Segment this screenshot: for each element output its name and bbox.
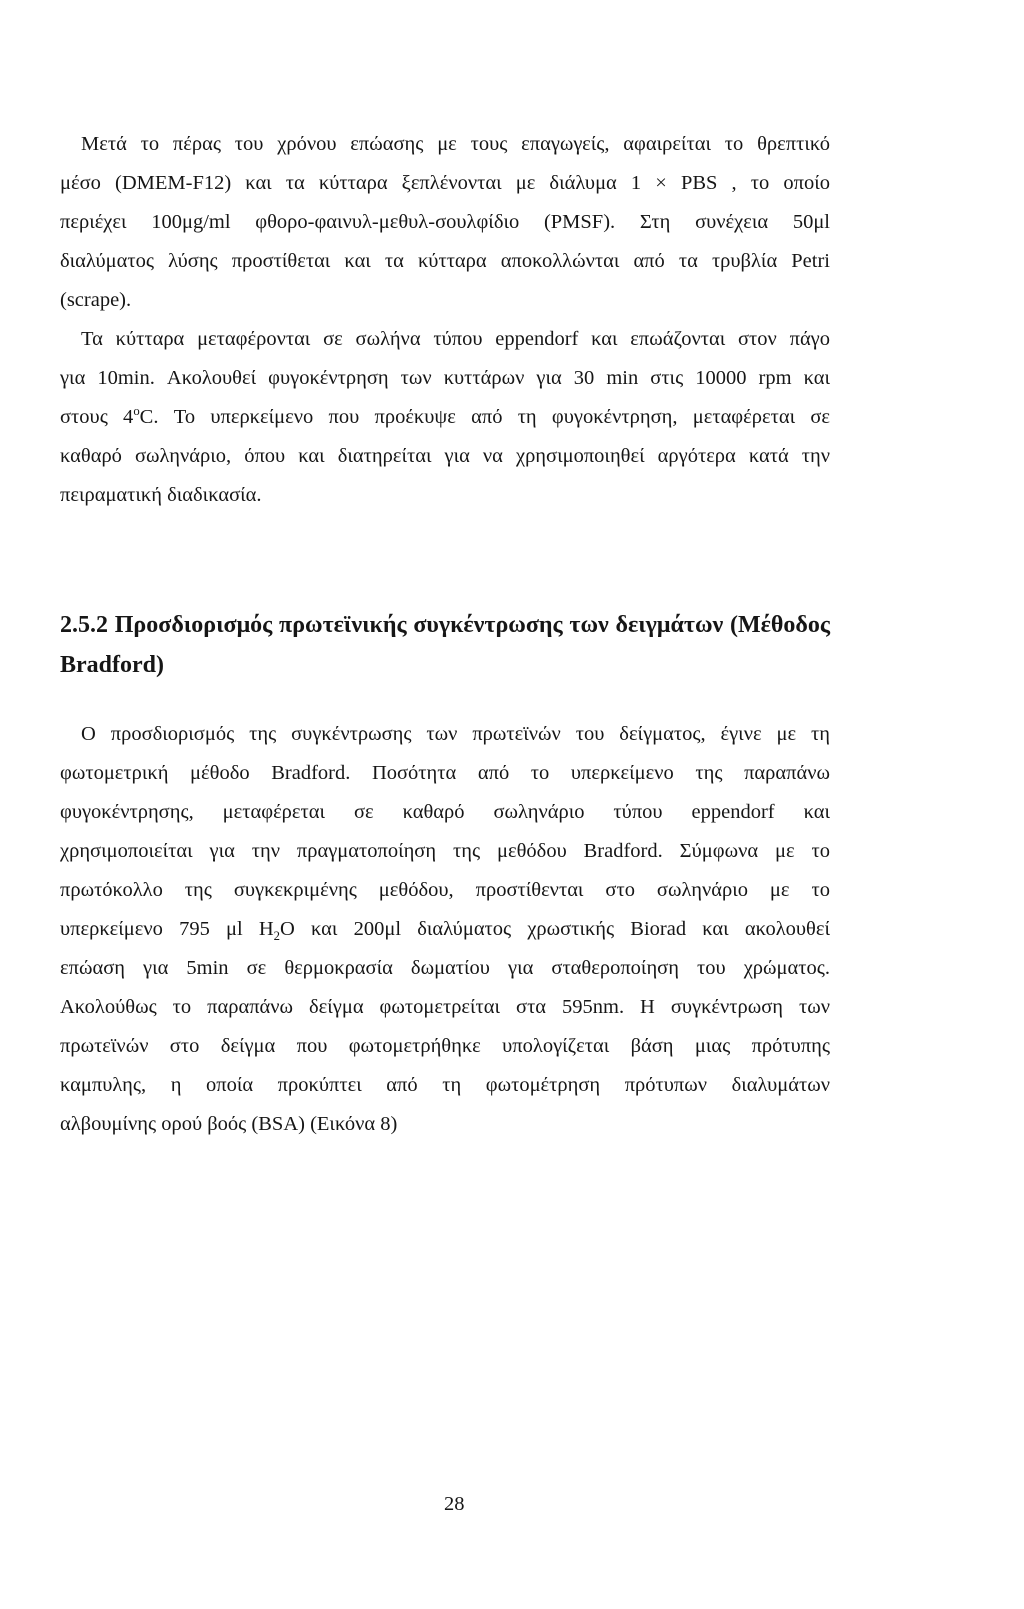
paragraph <box>60 320 830 515</box>
line-text: Bradford) <box>60 652 164 678</box>
text-line <box>60 832 830 871</box>
text-line <box>60 476 830 515</box>
line-text: αλβουμίνης ορού βοός (BSA) (Εικόνα 8) <box>60 1113 398 1135</box>
text-line <box>60 281 830 320</box>
text-line <box>60 1027 830 1066</box>
text-line <box>60 125 830 164</box>
text-line <box>60 398 830 437</box>
text-line <box>60 359 830 398</box>
line-text: καθαρό σωληνάριο, όπου και διατηρείται για να χρησιμοποιηθεί αργότερα κατά την <box>60 445 830 467</box>
superscript-text: o <box>133 404 140 419</box>
text-line <box>60 910 830 949</box>
text-line <box>60 988 830 1027</box>
line-text: επώαση για 5min σε θερμοκρασία δωματίου για σταθεροποίηση του χρώματος. <box>60 957 830 979</box>
page-number: 28 <box>444 1493 465 1515</box>
text-line <box>60 949 830 988</box>
heading-text <box>60 605 830 685</box>
line-text: πειραματική διαδικασία. <box>60 484 262 506</box>
text-line <box>60 320 830 359</box>
text-line <box>60 1105 830 1144</box>
line-text: Ο προσδιορισμός της συγκέντρωσης των πρωτεϊνών του δείγματος, έγινε με τη <box>81 723 830 745</box>
text-segment: C. Το υπερκείμενο που προέκυψε από τη φυγοκέντρηση, μεταφέρεται σε <box>139 406 830 428</box>
section-heading <box>60 605 830 685</box>
paragraph <box>60 715 830 1144</box>
line-text: (scrape). <box>60 289 132 311</box>
body-text-top <box>60 125 830 515</box>
paragraph <box>60 125 830 320</box>
text-line <box>60 715 830 754</box>
line-text: περιέχει 100μg/ml φθορο-φαινυλ-μεθυλ-σουλφίδιο (PMSF). Στη συνέχεια 50μl <box>60 211 830 233</box>
text-line <box>60 793 830 832</box>
subscript-text: 2 <box>273 929 281 944</box>
text-line <box>60 871 830 910</box>
text-line <box>60 754 830 793</box>
line-text: μέσο (DMEM-F12) και τα κύτταρα ξεπλένονται με διάλυμα 1 × PBS , το οποίο <box>60 172 830 194</box>
text-line <box>60 164 830 203</box>
line-text: Ακολούθως το παραπάνω δείγμα φωτομετρείται στα 595nm. Η συγκέντρωση των <box>60 996 830 1018</box>
line-text: χρησιμοποιείται για την πραγματοποίηση της μεθόδου Bradford. Σύμφωνα με το <box>60 840 830 862</box>
section-body <box>60 715 830 1144</box>
text-segment: O και 200μl διαλύματος χρωστικής Biorad και ακολουθεί <box>280 918 830 940</box>
line-text: διαλύματος λύσης προστίθεται και τα κύτταρα αποκολλώνται από τα τρυβλία Petri <box>60 250 830 272</box>
line-text: φωτομετρική μέθοδο Bradford. Ποσότητα από το υπερκείμενο της παραπάνω <box>60 762 830 784</box>
line-text: 2.5.2 Προσδιορισμός πρωτεϊνικής συγκέντρωσης των δειγμάτων (Μέθοδος <box>60 612 830 638</box>
text-line <box>60 1066 830 1105</box>
line-text: Μετά το πέρας του χρόνου επώασης με τους επαγωγείς, αφαιρείται το θρεπτικό <box>81 133 830 155</box>
line-text <box>60 398 830 437</box>
line-text: πρωτόκολλο της συγκεκριμένης μεθόδου, προστίθενται στο σωληνάριο με το <box>60 879 830 901</box>
text-line <box>60 203 830 242</box>
line-text: πρωτεϊνών στο δείγμα που φωτομετρήθηκε υπολογίζεται βάση μιας πρότυπης <box>60 1035 830 1057</box>
text-line <box>60 242 830 281</box>
text-segment: υπερκείμενο 795 μl H <box>60 918 274 940</box>
line-text: για 10min. Ακολουθεί φυγοκέντρηση των κυττάρων για 30 min στις 10000 rpm και <box>60 367 830 389</box>
line-text: Τα κύτταρα μεταφέρονται σε σωλήνα τύπου eppendorf και επωάζονται στον πάγο <box>81 328 830 350</box>
text-segment: στους 4 <box>60 406 134 428</box>
heading-line <box>60 605 830 645</box>
line-text: φυγοκέντρησης, μεταφέρεται σε καθαρό σωληνάριο τύπου eppendorf και <box>60 801 830 823</box>
line-text <box>60 910 830 949</box>
line-text: καμπυλης, η οποία προκύπτει από τη φωτομέτρηση πρότυπων διαλυμάτων <box>60 1074 830 1096</box>
heading-line <box>60 645 830 685</box>
text-line <box>60 437 830 476</box>
